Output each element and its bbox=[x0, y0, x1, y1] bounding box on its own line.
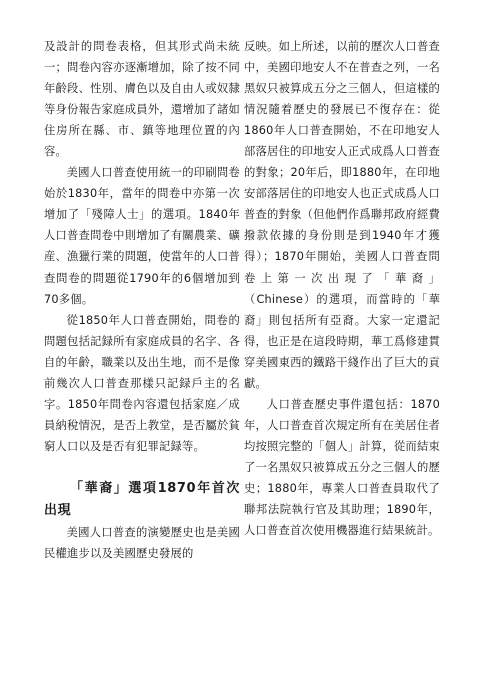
left-column bbox=[44, 36, 240, 564]
right-column bbox=[244, 36, 440, 541]
paragraph: 反映。如上所述，以前的歷次人口普查中，美國印地安人不在普查之列，一名黑奴只被算成五分之三個人，但這樣的情況隨着歷史的發展已不復存在：從1860年人口普查開始，不在印地安人部落居住的印地安人正式成爲人口普查的對象；20年后，即1880年，在印地安部落居住的印地安人也正式成爲人口普查的對象（但他們作爲聯邦政府經費撥款依據的身份則是到1940年才獲得）；1870年開始，美國人口普查問卷上第一次出現了「華裔」（Chinese）的選項，而當時的「華裔」則包括所有亞裔。大家一定還記得，也正是在這段時期，華工爲修建貫穿美國東西的鐵路干綫作出了巨大的貢獻。 bbox=[244, 40, 440, 390]
paragraph: 及設計的問卷表格，但其形式尚未統一；問卷內容亦逐漸增加，除了按不同年齡段、性別、膚色以及自由人或奴隸等身份報告家庭成員外，還增加了諸如住房所在縣、市、鎮等地理位置的內容。 bbox=[44, 40, 240, 159]
paragraph: 美國人口普查的演變歷史也是美國民權進步以及美國歷史發展的 bbox=[44, 525, 240, 560]
section-heading: 「華裔」選項1870年首次出現 bbox=[44, 480, 240, 518]
paragraph: 人口普查歷史事件還包括：1870年，人口普查首次規定所有在美居住者均按照完整的「個人」計算，從而結束了一名黑奴只被算成五分之三個人的歷史；1880年，專業人口普查員取代了聯邦法院執行官及其助理；1890年，人口普查首次使用機器進行結果統計。 bbox=[244, 397, 440, 538]
spacer bbox=[44, 457, 240, 478]
paragraph: 美國人口普查使用統一的印刷問卷始於1830年，當年的問卷中亦第一次增加了「殘障人士」的選項。1840年人口普查問卷中則增加了有關農業、礦産、漁獵行業的問題，使當年的人口普查問卷的問題從1790年的6個增加到70多個。 bbox=[44, 166, 240, 306]
paragraph: 從1850年人口普查開始，問卷的問題包括記録所有家庭成員的名字、各自的年齡，職業以及出生地，而不是像前幾次人口普查那樣只記録戶主的名字。1850年問卷內容還包括家庭／成員納稅情況，是否上教堂，是否屬於貧窮人口以及是否有犯罪記録等。 bbox=[44, 313, 240, 453]
